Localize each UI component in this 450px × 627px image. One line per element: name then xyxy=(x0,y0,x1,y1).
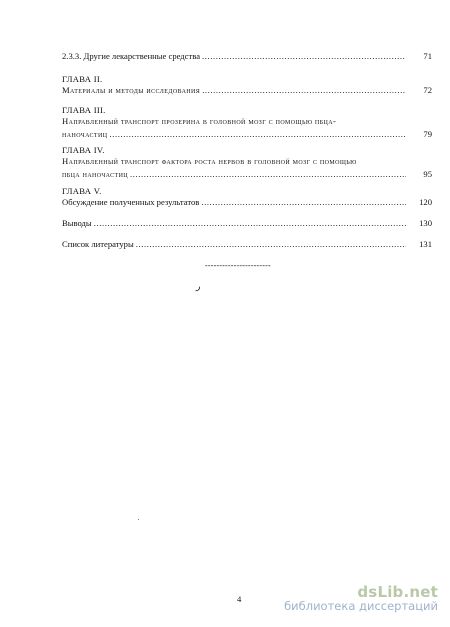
toc-entry-other-drugs[interactable] xyxy=(62,51,432,62)
toc-entry-prozerin-transport[interactable] xyxy=(62,116,432,140)
toc-entry-title: 2.3.3. Другие лекарственные средства xyxy=(62,51,201,61)
toc-entry-materials-methods[interactable] xyxy=(62,85,432,96)
toc-leader-dots xyxy=(94,218,406,229)
toc-chapter-4-heading: ГЛАВА IV. xyxy=(62,145,105,155)
toc-entry-title-line1: Направленный транспорт прозерина в головной мозг с помощью пбца- xyxy=(62,116,337,126)
toc-page-number: 130 xyxy=(419,218,432,228)
toc-chapter-2-heading: ГЛАВА II. xyxy=(62,74,103,84)
toc-entry-title-line2: наночастиц xyxy=(62,129,108,139)
toc-leader-dots xyxy=(202,51,406,62)
toc-entry-title: Обсуждение полученных результатов xyxy=(62,197,200,207)
toc-entry-conclusions[interactable] xyxy=(62,218,432,229)
stray-mark: ر xyxy=(196,281,201,291)
watermark xyxy=(284,583,438,613)
toc-leader-dots xyxy=(109,129,406,140)
toc-page-number: 131 xyxy=(419,239,432,249)
toc-entry-discussion[interactable] xyxy=(62,197,432,208)
toc-entry-references[interactable] xyxy=(62,239,432,250)
watermark-subtitle: библиотека диссертаций xyxy=(284,599,438,613)
toc-page-number: 120 xyxy=(419,197,432,207)
toc-chapter-3-heading: ГЛАВА III. xyxy=(62,105,106,115)
toc-entry-title: Выводы xyxy=(62,218,92,228)
scan-speck xyxy=(138,519,139,520)
toc-chapter-5-heading: ГЛАВА V. xyxy=(62,186,102,196)
toc-leader-dots xyxy=(136,239,406,250)
section-separator: ----------------------- xyxy=(205,261,271,270)
toc-entry-title-line2: пбца наночастиц xyxy=(62,169,129,179)
toc-entry-title: Материалы и методы исследования xyxy=(62,85,201,95)
toc-entry-title: Список литературы xyxy=(62,239,134,249)
toc-leader-dots xyxy=(130,169,406,180)
toc-page-number: 95 xyxy=(423,169,432,179)
page-number: 4 xyxy=(237,594,242,604)
toc-page-number: 79 xyxy=(423,129,432,139)
toc-leader-dots xyxy=(202,85,406,96)
toc-entry-ngf-transport[interactable] xyxy=(62,156,432,180)
toc-page-number: 71 xyxy=(423,51,432,61)
toc-leader-dots xyxy=(201,197,406,208)
watermark-logo: dsLib.net xyxy=(357,583,438,601)
toc-page-number: 72 xyxy=(423,85,432,95)
toc-entry-title-line1: Направленный транспорт фактора роста нервов в головной мозг с помощью xyxy=(62,156,357,166)
